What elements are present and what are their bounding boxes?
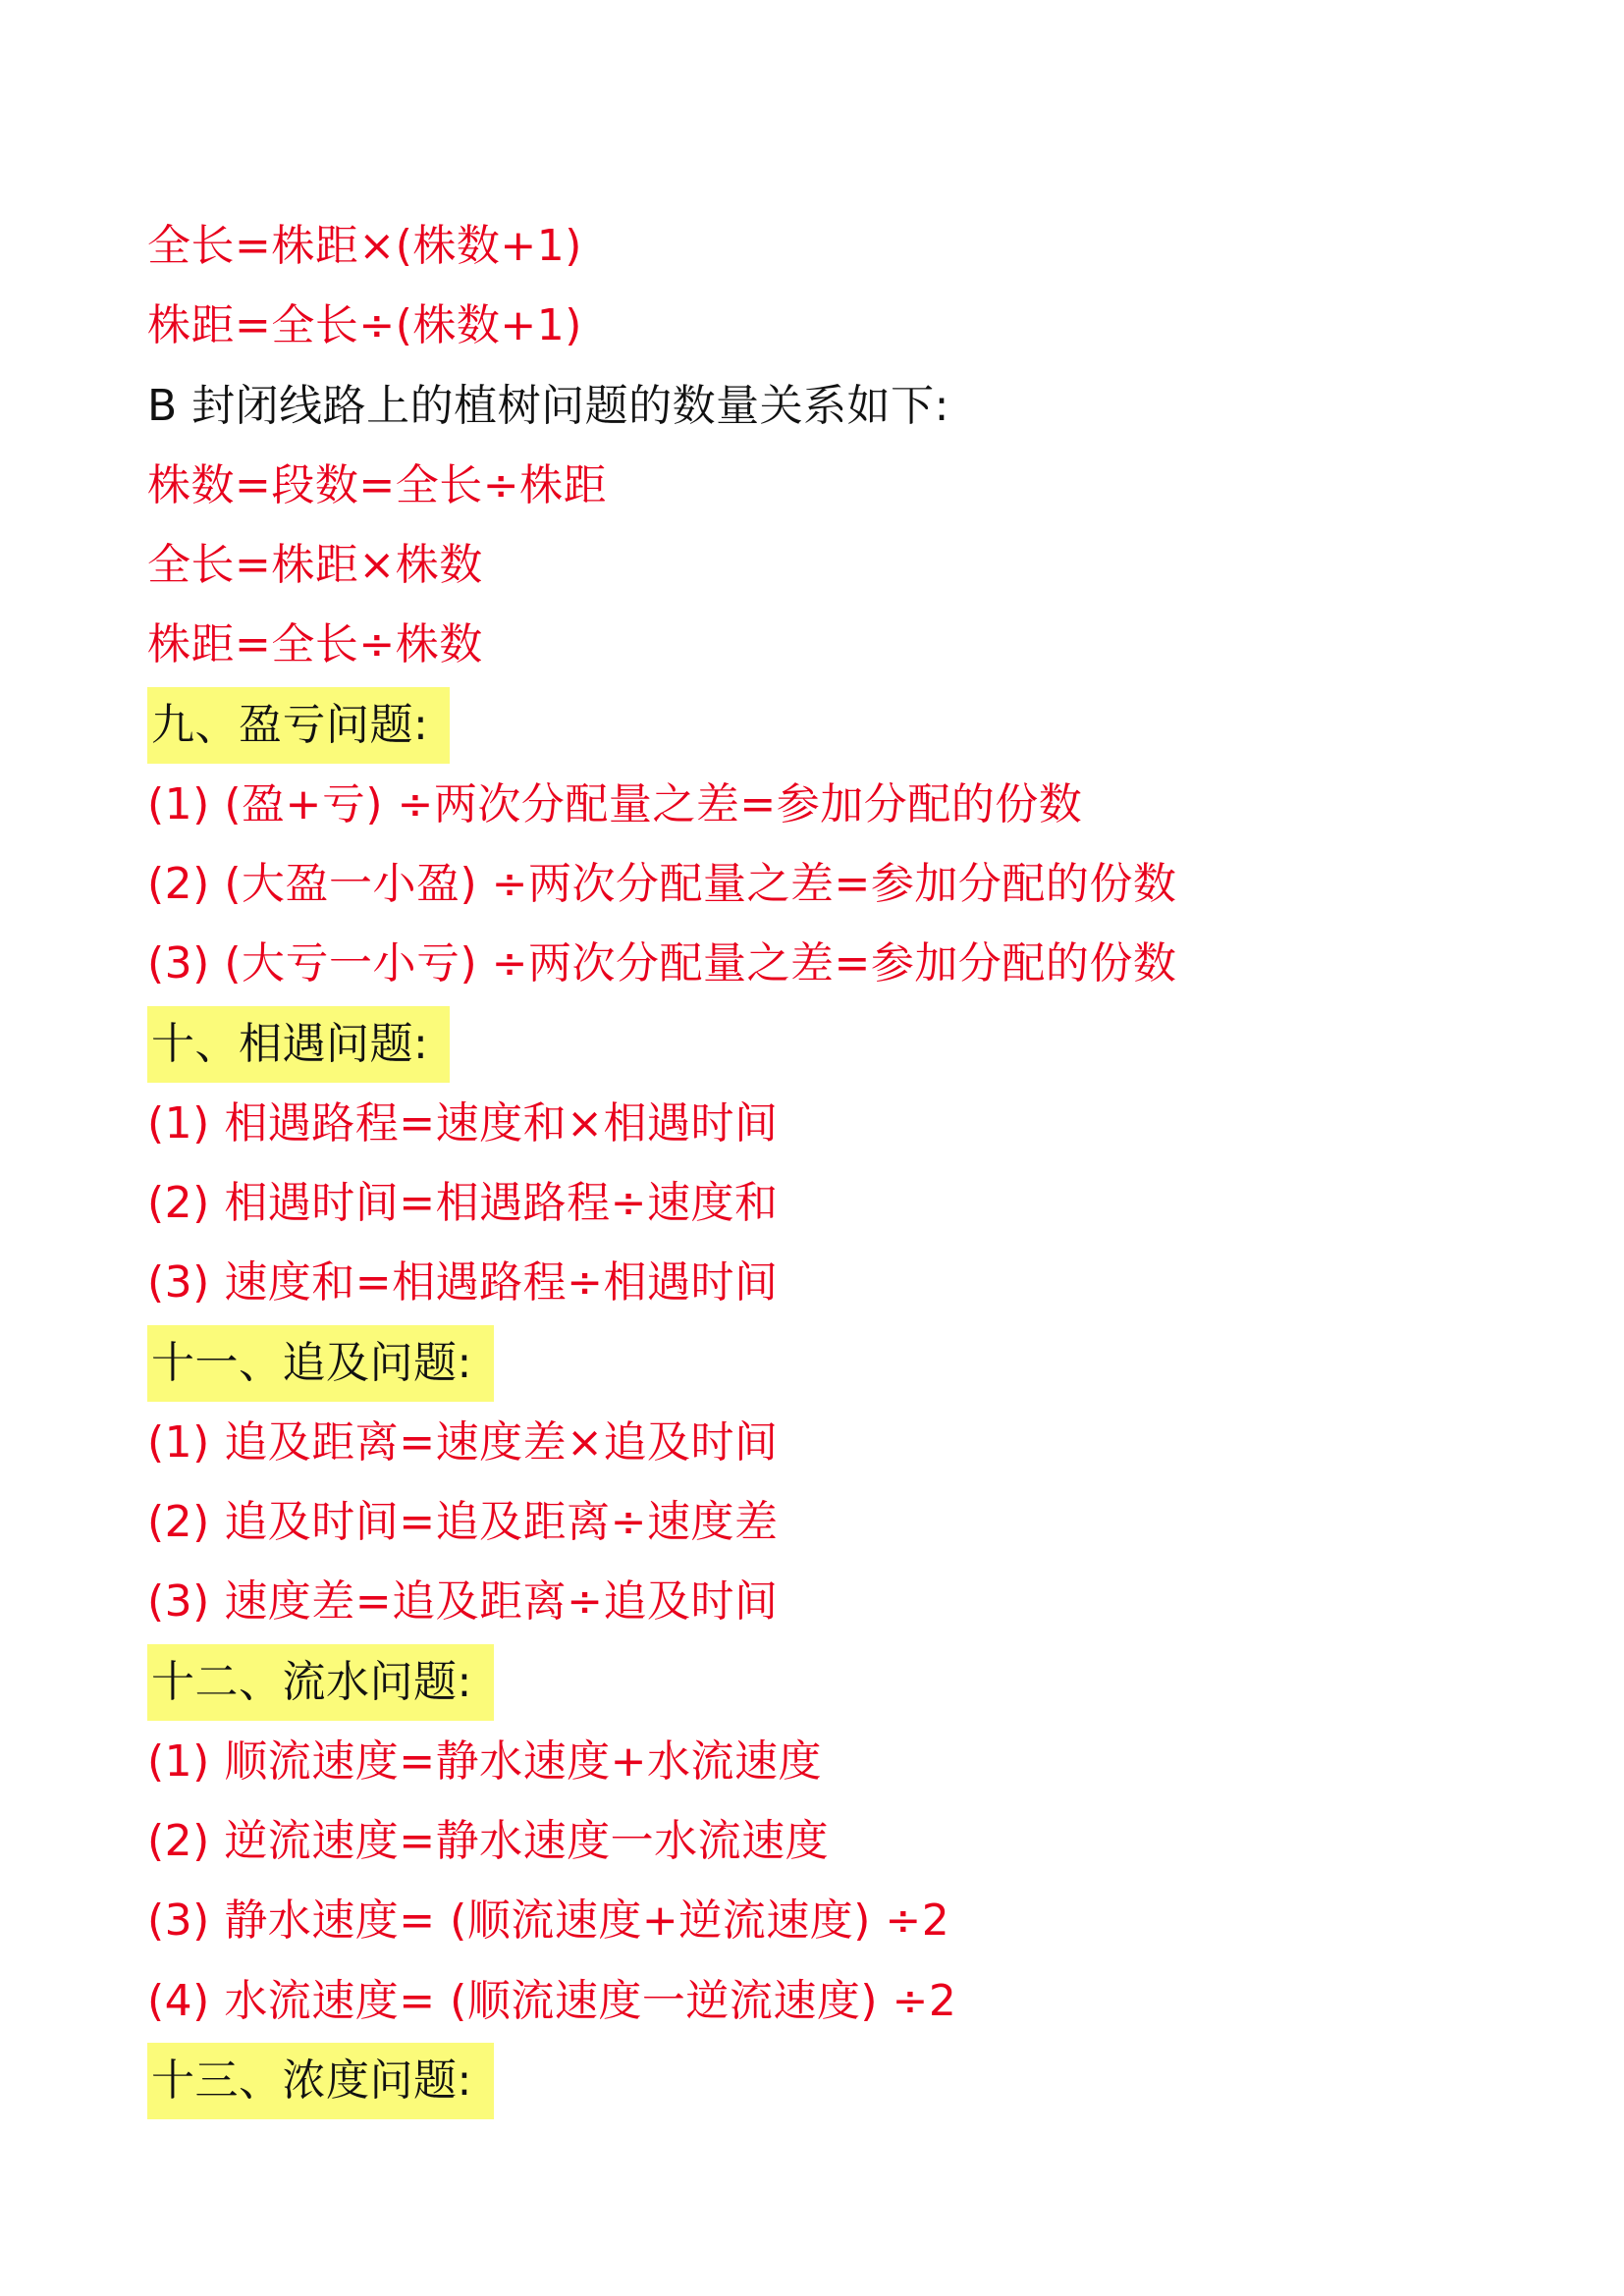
formula-line: (3) 速度差=追及距离÷追及时间	[147, 1576, 779, 1627]
formula-line: (3) 静水速度= (顺流速度+逆流速度) ÷2	[147, 1896, 950, 1946]
formula-line: 全长=株距×(株数+1)	[147, 221, 582, 271]
formula-line: (1) 相遇路程=速度和×相遇时间	[147, 1098, 779, 1148]
formula-line: 株距=全长÷(株数+1)	[147, 300, 582, 350]
formula-line: 全长=株距×株数	[147, 540, 483, 590]
formula-line: (2) 相遇时间=相遇路程÷速度和	[147, 1178, 779, 1228]
formula-line: (4) 水流速度= (顺流速度一逆流速度) ÷2	[147, 1976, 957, 2026]
formula-line: (2) (大盈一小盈) ÷两次分配量之差=参加分配的份数	[147, 859, 1177, 909]
formula-line: (1) 追及距离=速度差×追及时间	[147, 1417, 779, 1468]
formula-line: (2) 追及时间=追及距离÷速度差	[147, 1497, 779, 1547]
text-line: B 封闭线路上的植树问题的数量关系如下:	[147, 381, 949, 431]
section-heading: 十三、浓度问题:	[147, 2043, 494, 2119]
section-heading: 十一、追及问题:	[147, 1325, 494, 1402]
section-heading: 十二、流水问题:	[147, 1644, 494, 1721]
section-heading: 十、相遇问题:	[147, 1006, 450, 1083]
formula-line: (3) (大亏一小亏) ÷两次分配量之差=参加分配的份数	[147, 938, 1177, 988]
section-heading: 九、盈亏问题:	[147, 687, 450, 764]
formula-line: (3) 速度和=相遇路程÷相遇时间	[147, 1257, 779, 1308]
formula-line: (1) 顺流速度=静水速度+水流速度	[147, 1736, 823, 1787]
formula-line: (2) 逆流速度=静水速度一水流速度	[147, 1816, 830, 1866]
formula-line: (1) (盈+亏) ÷两次分配量之差=参加分配的份数	[147, 779, 1083, 829]
formula-line: 株数=段数=全长÷株距	[147, 460, 608, 510]
formula-line: 株距=全长÷株数	[147, 619, 483, 669]
